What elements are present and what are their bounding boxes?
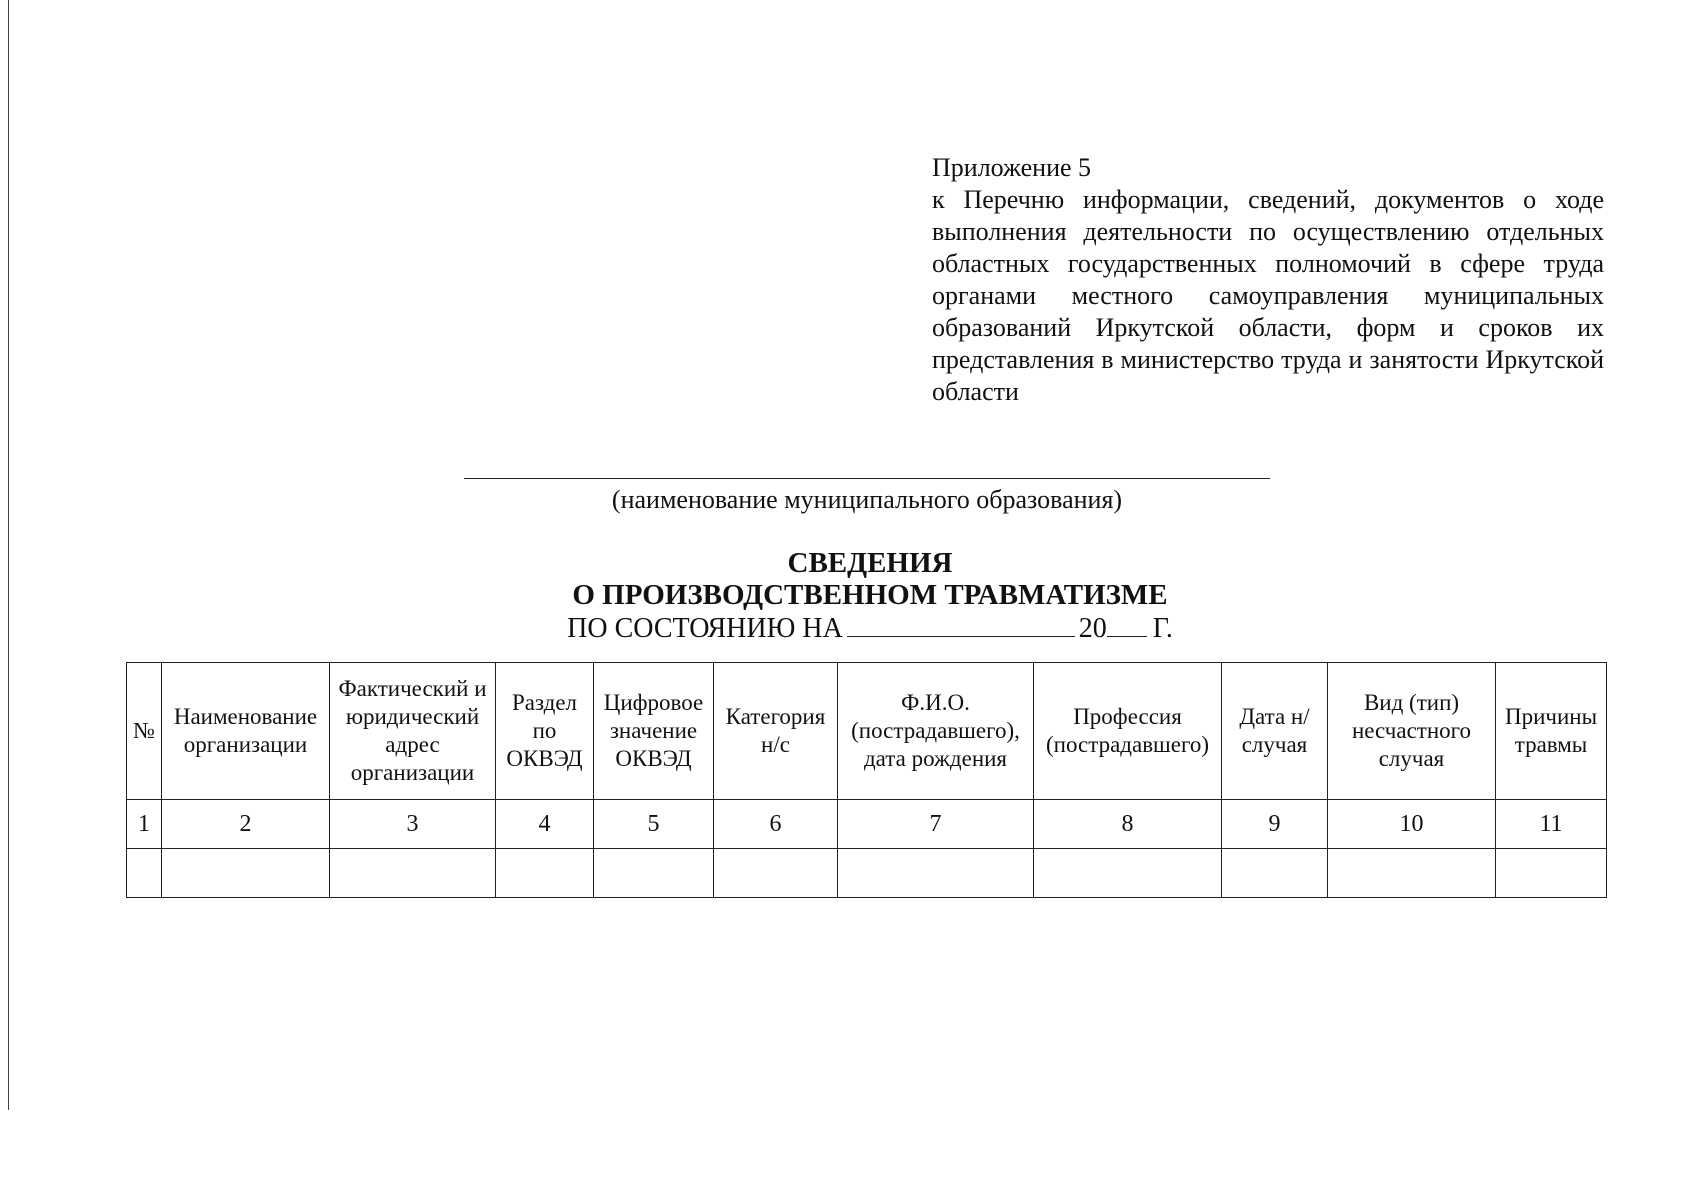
header-cell-accident-date: Дата н/случая xyxy=(1222,663,1328,800)
as-of-prefix: ПО СОСТОЯНИЮ НА xyxy=(567,613,843,644)
municipality-caption: (наименование муниципального образования) xyxy=(611,485,1123,514)
annex-block xyxy=(932,152,1604,408)
column-number-cell: 3 xyxy=(330,800,496,849)
column-number-cell: 11 xyxy=(1496,800,1607,849)
table-cell xyxy=(838,849,1034,898)
header-cell-category: Категория н/с xyxy=(714,663,838,800)
column-number-cell: 7 xyxy=(838,800,1034,849)
column-number-cell: 8 xyxy=(1034,800,1222,849)
column-number-cell: 5 xyxy=(594,800,714,849)
column-number-cell: 2 xyxy=(162,800,330,849)
table-cell xyxy=(1034,849,1222,898)
header-cell-accident-type: Вид (тип) несчастного случая xyxy=(1328,663,1496,800)
table-header-row xyxy=(127,663,1607,800)
as-of-year-blank xyxy=(1107,612,1147,637)
table-cell xyxy=(330,849,496,898)
table-cell xyxy=(1222,849,1328,898)
header-cell-organization: Наименование организации xyxy=(162,663,330,800)
header-cell-number: № xyxy=(127,663,162,800)
column-number-cell: 4 xyxy=(496,800,594,849)
column-number-cell: 10 xyxy=(1328,800,1496,849)
as-of-suffix: Г. xyxy=(1152,613,1173,644)
report-heading-line2: О ПРОИЗВОДСТВЕННОМ ТРАВМАТИЗМЕ xyxy=(572,579,1168,611)
table-cell xyxy=(1496,849,1607,898)
report-heading xyxy=(440,547,1300,611)
header-cell-injury-causes: Причины травмы xyxy=(1496,663,1607,800)
column-number-row xyxy=(127,800,1607,849)
table-row xyxy=(127,849,1607,898)
injury-table xyxy=(126,662,1607,898)
header-cell-okved-code: Цифровое значение ОКВЭД xyxy=(594,663,714,800)
column-number-cell: 9 xyxy=(1222,800,1328,849)
scan-edge-line xyxy=(8,0,9,1110)
table-cell xyxy=(162,849,330,898)
header-cell-okved-section: Раздел по ОКВЭД xyxy=(496,663,594,800)
table-cell xyxy=(714,849,838,898)
report-heading-line1: СВЕДЕНИЯ xyxy=(787,547,953,579)
as-of-date-blank xyxy=(847,612,1075,637)
column-number-cell: 1 xyxy=(127,800,162,849)
header-cell-victim-name: Ф.И.О. (пострадавшего), дата рождения xyxy=(838,663,1034,800)
annex-title: Приложение 5 xyxy=(932,153,1092,182)
table-cell xyxy=(496,849,594,898)
annex-text: к Перечню информации, сведений, документов о ходе выполнения деятельности по осуществлению отдельных областных государственных полномочий в сфере труда органами местного самоуправления муниципальных образований Иркутской области, форм и сроков их представления в министерство труда и занятости Иркутской области xyxy=(932,185,1604,406)
table-cell xyxy=(127,849,162,898)
table-cell xyxy=(1328,849,1496,898)
table-cell xyxy=(594,849,714,898)
header-cell-profession: Профессия (пострадавшего) xyxy=(1034,663,1222,800)
municipality-name-line xyxy=(464,478,1270,479)
header-cell-address: Фактический и юридический адрес организации xyxy=(330,663,496,800)
column-number-cell: 6 xyxy=(714,800,838,849)
as-of-line xyxy=(440,612,1300,645)
as-of-year: 20 xyxy=(1078,613,1107,644)
